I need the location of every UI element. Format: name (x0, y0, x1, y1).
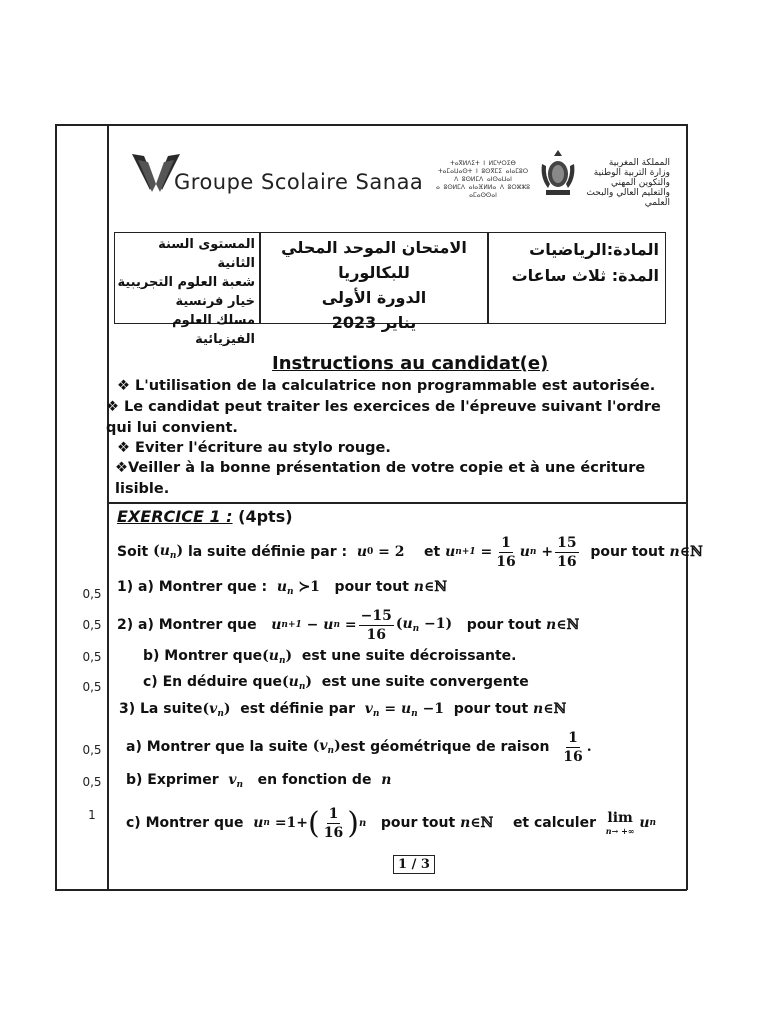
ministry-arabic: المملكة المغربية وزارة التربية الوطنية والتكوين المهني والتعليم العالي والبحث العلمي (586, 158, 670, 208)
question-2c: c) En déduire $que(u_n)$ est une suite convergente (143, 674, 529, 692)
score: 0,5 (82, 650, 102, 664)
instruction-item: ❖ Eviter l'écriture au stylo rouge. (117, 440, 391, 456)
question-3: 3) La $suite(v_n)$ est définie par $v_n = u_n -1$ pour tout n∈ℕ (119, 701, 567, 719)
exercise-divider (107, 502, 687, 504)
page-number: 1 / 3 (393, 855, 435, 874)
frame-right (686, 124, 688, 890)
frame-bottom (55, 889, 687, 891)
score-column-divider (107, 124, 109, 890)
frame-left (55, 124, 57, 890)
info-table (114, 232, 666, 347)
score: 0,5 (82, 775, 102, 789)
sequence-definition: Soit $(u_n)$ la suite définie par : u 0 = 2 et u n+1 = $\frac{1}{16}$ u n + $\frac{15}{16}$ pour tout n ∈ℕ (117, 534, 703, 570)
question-3a: a) Montrer que la suite $(v_n)$ est géométrique de raison $\frac{1}{16}$ . (126, 729, 592, 765)
question-1a: 1) a) Montrer que : $u_n$ ≻1 pour tout n∈ℕ (117, 579, 448, 597)
question-2a: 2) a) Montrer que u n+1 − u n = $\frac{-15}{16}$ $(u_n -1)$ pour tout n ∈ℕ (117, 607, 580, 643)
score: 0,5 (82, 680, 102, 694)
instruction-item: ❖Veiller à la bonne présentation de votre copie et à une écriture lisible. (115, 460, 646, 497)
score: 0,5 (82, 618, 102, 632)
instruction-item: ❖ L'utilisation de la calculatrice non programmable est autorisée. (117, 378, 656, 394)
instructions-title: Instructions au candidat(e) (272, 353, 549, 374)
instruction-item: ❖ Le candidat peut traiter les exercices de l'épreuve suivant l'ordre qui lui convient. (106, 399, 661, 436)
score: 0,5 (82, 743, 102, 757)
question-2b: b) Montrer $que(u_n)$ est une suite décroissante. (143, 648, 517, 666)
school-name: Groupe Scolaire Sanaa (174, 170, 424, 194)
exercise-title: EXERCICE 1 : (4pts) (117, 507, 293, 526)
score: 0,5 (82, 587, 102, 601)
score: 1 (88, 808, 96, 822)
level-info: المستوى السنة الثانية شعبة العلوم التجريبية خيار فرنسية مسلك العلوم الفيزيائية (117, 237, 255, 347)
question-3c: c) Montrer que u n =1+ ( $\frac{1}{16}$ ) n pour tout n ∈ℕ et calculer lim n→ +∞ u n (126, 805, 657, 841)
ministry-tifinagh: ⵜⴰⴳⵍⴷⵉⵜ ⵏ ⵍⵎⵖⵔⵉⴱ ⵜⴰⵎⴰⵡⴰⵙⵜ ⵏ ⵓⵙⴳⵎⵉ ⴰⵏⴰⵎⵓⵔ ⴷ ⵓⵙⵍⵎⴷ ⴰⵏⵙⴰⵡⴰⵏ ⴰ ⵓⵙⵍⵎⴷ ⴰⵏⴰⴼⵍⵍⴰ ⴷ ⵓⵔⵣⵣⵓ ⴰⵎⴰⵙⵙⴰⵏ (436, 160, 530, 199)
subject-info: المادة:الرياضيات المدة: ثلاث ساعات (511, 240, 659, 285)
frame-top (55, 124, 687, 126)
exam-info: الامتحان الموحد المحلي للبكالوريا الدورة الأولى يناير 2023 (281, 238, 467, 332)
question-3b: b) Exprimer $v_n$ en fonction de n (126, 772, 392, 790)
